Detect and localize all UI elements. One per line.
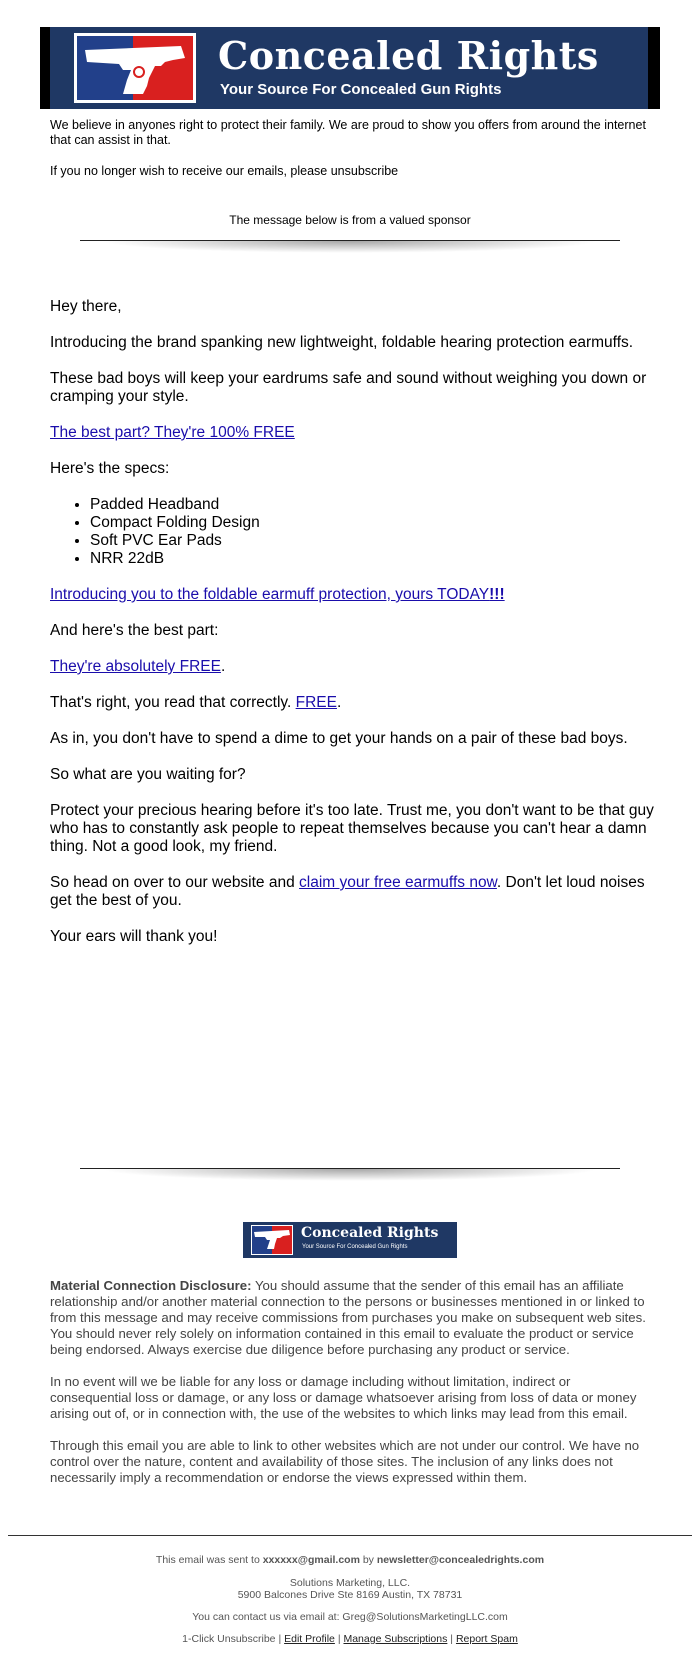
unsubscribe-line <box>50 164 398 178</box>
specs-list <box>50 496 660 568</box>
unsubscribe-link[interactable]: unsubscribe <box>330 164 399 178</box>
one-click-unsubscribe[interactable]: 1-Click Unsubscribe <box>182 1633 276 1645</box>
disclosure-p3: Through this email you are able to link to other websites which are not under our control. We have no control over the nature, content and availability of those sites. The inclusion of any links does not necessarily imply a recommendation or endorse the views expressed within them. <box>50 1438 640 1485</box>
footer-links <box>0 1633 700 1645</box>
sponsor-note: The message below is from a valued sponsor <box>229 213 471 227</box>
free-link[interactable]: FREE <box>295 694 337 711</box>
edit-profile-link[interactable]: Edit Profile <box>284 1633 335 1645</box>
manage-subscriptions-link[interactable]: Manage Subscriptions <box>343 1633 448 1645</box>
intro-text: We believe in anyones right to protect their family. We are proud to show you offers from around the internet that can assist in that. <box>50 118 646 147</box>
contact-line: You can contact us via email at: Greg@SolutionsMarketingLLC.com <box>192 1611 508 1623</box>
paragraph-intro: Introducing the brand spanking new lightweight, foldable hearing protection earmuffs. <box>50 334 634 351</box>
footer-brand-tagline: Your Source For Concealed Gun Rights <box>302 1244 408 1250</box>
disclosure-label: Material Connection Disclosure: <box>50 1278 252 1293</box>
unsubscribe-prefix: If you no longer wish to receive our emails, please <box>50 164 328 178</box>
company-name: Solutions Marketing, LLC. <box>289 1577 411 1589</box>
header-banner-inner <box>50 27 648 109</box>
sender-email: newsletter@concealedrights.com <box>376 1554 545 1566</box>
specs-intro: Here's the specs: <box>50 460 170 477</box>
paragraph-thanks: Your ears will thank you! <box>50 928 218 945</box>
pistol-icon <box>251 1225 293 1255</box>
spec-item: • Padded Headband <box>90 496 660 514</box>
spec-item: • NRR 22dB <box>90 550 660 568</box>
separator: | <box>278 1633 282 1645</box>
read-correctly-text: That's right, you read that correctly. <box>50 694 292 711</box>
header-banner <box>40 27 660 109</box>
company-address: 5900 Balcones Drive Ste 8169 Austin, TX 78731 <box>237 1589 463 1601</box>
pistol-icon <box>77 36 193 100</box>
period: . <box>336 694 342 711</box>
claim-text-after: . Don't let loud noises <box>496 874 645 891</box>
separator: | <box>337 1633 341 1645</box>
footer-pistol-logo <box>251 1225 293 1255</box>
paragraph-waiting: So what are you waiting for? <box>50 766 246 783</box>
greeting: Hey there, <box>50 298 122 315</box>
disclosure-p2: In no event will we be liable for any loss or damage including without limitation, indirect or consequential loss or damage, or any loss or damage whatsoever arising from loss of data or money arising out of, or in connection with, the use of the websites to which links may lead from this email. <box>50 1374 637 1421</box>
recipient-email: xxxxxx@gmail.com <box>262 1554 360 1566</box>
brand-title: Concealed Rights <box>218 33 599 78</box>
spec-item: • Soft PVC Ear Pads <box>90 532 660 550</box>
divider-top <box>80 240 620 241</box>
claim-text-line2: get the best of you. <box>50 892 182 909</box>
claim-earmuffs-link[interactable]: claim your free earmuffs now <box>299 874 497 891</box>
free-offer-link[interactable]: The best part? They're 100% FREE <box>50 424 295 441</box>
claim-text-before: So head on over to our website and <box>50 874 295 891</box>
sent-prefix: This email was sent to <box>155 1554 260 1566</box>
paragraph-best-part: And here's the best part: <box>50 622 219 639</box>
earmuff-offer-text: Introducing you to the foldable earmuff protection, yours TODAY <box>50 586 490 603</box>
paragraph-protect: Protect your precious hearing before it's too late. Trust me, you don't want to be that guy who has to constantly ask people to repeat themselves because you can't hear a damn thing. Not a good look, my friend. <box>50 802 654 855</box>
period: . <box>220 658 226 675</box>
footer-divider <box>8 1535 692 1536</box>
paragraph-claim <box>50 874 660 910</box>
brand-tagline: Your Source For Concealed Gun Rights <box>220 81 502 98</box>
earmuff-offer-link[interactable] <box>50 586 505 603</box>
spec-item: • Compact Folding Design <box>90 514 660 532</box>
footer-brand-title: Concealed Rights <box>301 1225 439 1241</box>
message-body <box>50 298 660 964</box>
paragraph-style: These bad boys will keep your eardrums safe and sound without weighing you down or cramping your style. <box>50 370 647 405</box>
pistol-logo <box>74 33 196 103</box>
disclosure-p1: You should assume that the sender of this email has an affiliate relationship and/or another material connection to the persons or businesses mentioned in or linked to from this message and may receive commissions from purchases you make on subsequent web sites. You should never rely solely on information contained in this email to evaluate the product or service being endorsed. Always exercise due diligence before purchasing any product or service. <box>50 1278 646 1357</box>
paragraph-read-correctly <box>50 694 660 712</box>
sent-by: by <box>362 1554 374 1566</box>
sent-to-line <box>0 1554 700 1566</box>
disclosure <box>50 1278 650 1502</box>
earmuff-offer-emphasis: !!! <box>489 586 505 603</box>
report-spam-link[interactable]: Report Spam <box>455 1633 518 1645</box>
paragraph-dime: As in, you don't have to spend a dime to get your hands on a pair of these bad boys. <box>50 730 628 747</box>
separator: | <box>450 1633 454 1645</box>
footer-logo <box>243 1222 457 1258</box>
absolutely-free-link[interactable]: They're absolutely FREE <box>50 658 221 675</box>
divider-bottom <box>80 1168 620 1169</box>
